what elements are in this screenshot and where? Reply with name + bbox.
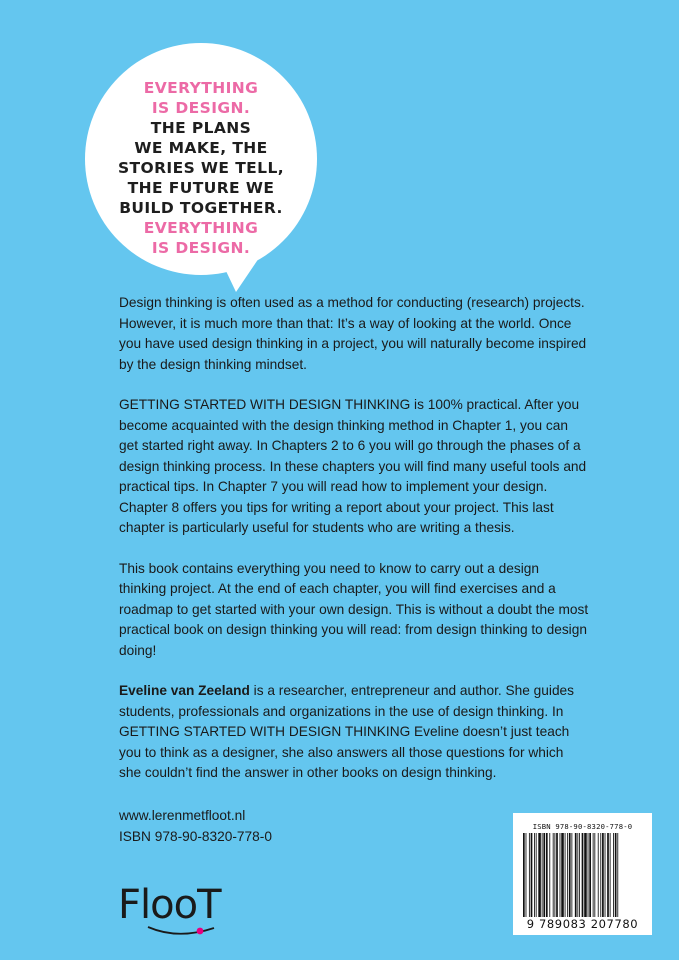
barcode-bar xyxy=(523,833,525,917)
quote-line: THE PLANS xyxy=(150,119,252,137)
barcode-bars xyxy=(523,833,643,919)
barcode-bar xyxy=(553,833,554,917)
barcode-bar xyxy=(610,833,611,917)
barcode-bar xyxy=(584,833,587,917)
barcode-bar xyxy=(534,833,535,917)
quote-line: BUILD TOGETHER. xyxy=(119,199,283,217)
barcode-bar xyxy=(560,833,561,917)
barcode-bar xyxy=(615,833,617,917)
barcode-bar xyxy=(526,833,527,917)
blurb xyxy=(119,293,589,804)
barcode-digits: 9 789083 207780 xyxy=(526,917,639,931)
blurb-paragraph-intro: Design thinking is often used as a method for conducting (research) projects. However, it is much more than that: It’s a way of looking at the world. Once you have used design thinking in a project, you will naturally become inspired by the design thinking mindset. xyxy=(119,295,587,372)
logo-text: FlooT xyxy=(118,882,221,928)
barcode-bar xyxy=(594,833,595,917)
logo-dot xyxy=(197,928,204,935)
barcode-bar xyxy=(569,833,571,917)
barcode-bar xyxy=(605,833,606,917)
barcode-bar xyxy=(529,833,530,917)
barcode-bar xyxy=(593,833,594,917)
contact-info xyxy=(119,806,272,847)
barcode-box xyxy=(513,813,652,935)
barcode-bar xyxy=(556,833,558,917)
barcode-isbn-label: ISBN 978-90-8320-778-0 xyxy=(532,822,633,831)
floot-logo xyxy=(118,880,268,940)
barcode-bar xyxy=(600,833,601,917)
isbn-text: ISBN 978-90-8320-778-0 xyxy=(119,828,272,844)
blurb-paragraph-summary: This book contains everything you need to know to carry out a design thinking project. At the end of each chapter, you will find exercises and a roadmap to get started with your own design. This is without a doubt the most practical book on design thinking you will read: from design thinking to design doing! xyxy=(119,560,589,658)
quote-line: WE MAKE, THE xyxy=(134,139,268,157)
barcode-bar xyxy=(598,833,599,917)
barcode-bar xyxy=(549,833,550,917)
barcode-bar xyxy=(542,833,543,917)
barcode-bar xyxy=(579,833,580,917)
quote-line: EVERYTHING xyxy=(143,79,259,97)
barcode-bar xyxy=(589,833,591,917)
barcode-bar xyxy=(617,833,618,917)
barcode-bar xyxy=(536,833,537,917)
barcode-bar xyxy=(554,833,555,917)
barcode-bar xyxy=(543,833,545,917)
barcode-bar xyxy=(613,833,614,917)
barcode-bar xyxy=(561,833,564,917)
quote-line: IS DESIGN. xyxy=(151,239,251,257)
quote-line: THE FUTURE WE xyxy=(127,179,275,197)
barcode-bar xyxy=(607,833,609,917)
quote-line: IS DESIGN. xyxy=(151,99,251,117)
barcode-bar xyxy=(577,833,578,917)
blurb-paragraph-contents: GETTING STARTED WITH DESIGN THINKING is 100% practical. After you become acquainted with the design thinking method in Chapter 1, you can get started right away. In Chapters 2 to 6 you will go through the phases of a design thinking process. In these chapters you will find many useful tools and practical tips. In Chapter 7 you will read how to implement your design. Chapter 8 offers you tips for writing a report about your project. This last chapter is particularly useful for students who are writing a thesis. xyxy=(119,397,587,535)
barcode-bar xyxy=(567,833,568,917)
barcode-bar xyxy=(538,833,541,917)
author-name: Eveline van Zeeland xyxy=(119,683,250,698)
barcode-bar xyxy=(602,833,604,917)
barcode-bar xyxy=(575,833,577,917)
barcode-bar xyxy=(531,833,533,917)
pull-quote xyxy=(96,78,306,258)
logo-swoosh xyxy=(148,927,214,934)
website-link[interactable]: www.lerenmetfloot.nl xyxy=(119,808,246,823)
quote-line: STORIES WE TELL, xyxy=(117,159,285,177)
barcode-bar xyxy=(565,833,566,917)
barcode-bar xyxy=(588,833,589,917)
quote-line: EVERYTHING xyxy=(143,219,259,237)
barcode-bar xyxy=(546,833,548,917)
author-bio xyxy=(119,681,589,784)
barcode-bar xyxy=(571,833,572,917)
barcode-bar xyxy=(582,833,584,917)
author-bio-text: is a researcher, entrepreneur and author. She guides students, professionals and organizations in the use of design thinking. In GETTING STARTED WITH DESIGN THINKING Eveline doesn’t just teach you to think as a designer, she also answers all those questions for which she couldn’t find the answer in other books on design thinking. xyxy=(119,683,575,780)
